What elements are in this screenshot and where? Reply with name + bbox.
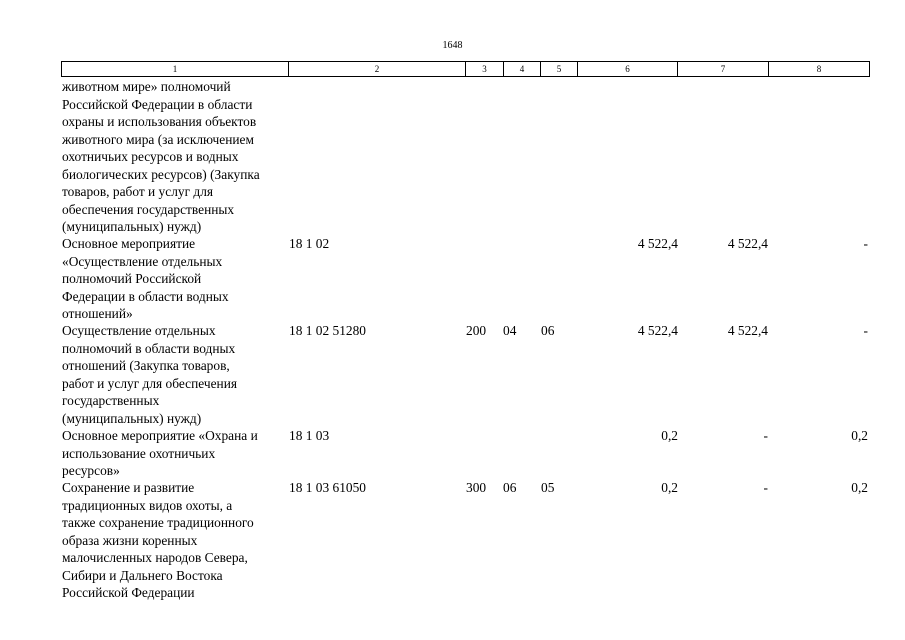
expense-type-code: 300 xyxy=(466,480,487,495)
amount-col8: 0,2 xyxy=(851,480,868,495)
description-line: образа жизни коренных xyxy=(62,532,198,548)
column-header: 8 xyxy=(769,62,870,77)
description-line: Основное мероприятие xyxy=(62,236,196,251)
amount-col8: 0,2 xyxy=(851,428,868,443)
description-line: отношений» xyxy=(62,306,133,321)
description-line: Сохранение и развитие xyxy=(62,480,195,495)
section-code: 04 xyxy=(503,323,517,338)
column-header: 3 xyxy=(466,62,504,77)
description-line: Российской Федерации в области xyxy=(62,96,253,112)
description-line: Сибири и Дальнего Востока xyxy=(62,567,223,583)
description-line: животном мире» полномочий xyxy=(62,79,231,94)
description-line: Федерации в области водных xyxy=(62,288,229,304)
budget-code: 18 1 02 xyxy=(289,236,330,251)
amount-col7: - xyxy=(763,428,768,443)
subsection-code: 05 xyxy=(541,480,555,495)
row-description xyxy=(62,479,288,602)
description-line: (муниципальных) нужд) xyxy=(62,219,202,234)
page-number: 1648 xyxy=(442,40,463,51)
amount-col7: 4 522,4 xyxy=(727,323,768,338)
row-description xyxy=(62,322,288,427)
description-line: малочисленных народов Севера, xyxy=(62,550,248,565)
column-header: 6 xyxy=(578,62,678,77)
expense-type-code: 200 xyxy=(466,323,487,338)
amount-col6: 0,2 xyxy=(661,428,678,443)
budget-code: 18 1 02 51280 xyxy=(289,323,366,338)
subsection-code: 06 xyxy=(541,323,555,338)
description-line: обеспечения государственных xyxy=(62,201,235,217)
row-description xyxy=(62,235,288,323)
budget-code: 18 1 03 xyxy=(289,428,330,443)
amount-col6: 4 522,4 xyxy=(637,236,678,251)
description-line: животного мира (за исключением xyxy=(62,131,254,147)
column-header-table xyxy=(61,61,870,77)
column-header: 4 xyxy=(504,62,541,77)
amount-col6: 4 522,4 xyxy=(637,323,678,338)
column-header: 7 xyxy=(678,62,769,77)
description-line: «Осуществление отдельных xyxy=(62,253,223,269)
description-line: товаров, работ и услуг для xyxy=(62,184,214,199)
description-line: традиционных видов охоты, а xyxy=(62,497,233,513)
description-line: полномочий в области водных xyxy=(62,340,236,356)
section-code: 06 xyxy=(503,480,517,495)
description-line: отношений (Закупка товаров, xyxy=(62,358,230,373)
description-line: охраны и использования объектов xyxy=(62,114,257,129)
description-line: использование охотничьих xyxy=(62,445,216,461)
description-line: (муниципальных) нужд) xyxy=(62,410,202,426)
description-line: охотничьих ресурсов и водных xyxy=(62,149,239,164)
description-line: Российской Федерации xyxy=(62,585,195,600)
amount-col8: - xyxy=(863,323,868,338)
description-line: работ и услуг для обеспечения xyxy=(62,375,238,391)
description-line: полномочий Российской xyxy=(62,271,202,286)
description-line: биологических ресурсов) (Закупка xyxy=(62,166,260,182)
description-line: Основное мероприятие «Охрана и xyxy=(62,428,258,443)
description-line: ресурсов» xyxy=(62,463,120,478)
budget-code: 18 1 03 61050 xyxy=(289,480,366,495)
description-line: Осуществление отдельных xyxy=(62,323,216,338)
description-line: также сохранение традиционного xyxy=(62,515,254,530)
amount-col7: 4 522,4 xyxy=(727,236,768,251)
description-line: государственных xyxy=(62,393,160,408)
row-description xyxy=(62,78,288,236)
row-description xyxy=(62,427,288,480)
column-header: 5 xyxy=(541,62,578,77)
amount-col8: - xyxy=(863,236,868,251)
column-header: 1 xyxy=(62,62,289,77)
column-header: 2 xyxy=(289,62,466,77)
amount-col7: - xyxy=(763,480,768,495)
amount-col6: 0,2 xyxy=(661,480,678,495)
